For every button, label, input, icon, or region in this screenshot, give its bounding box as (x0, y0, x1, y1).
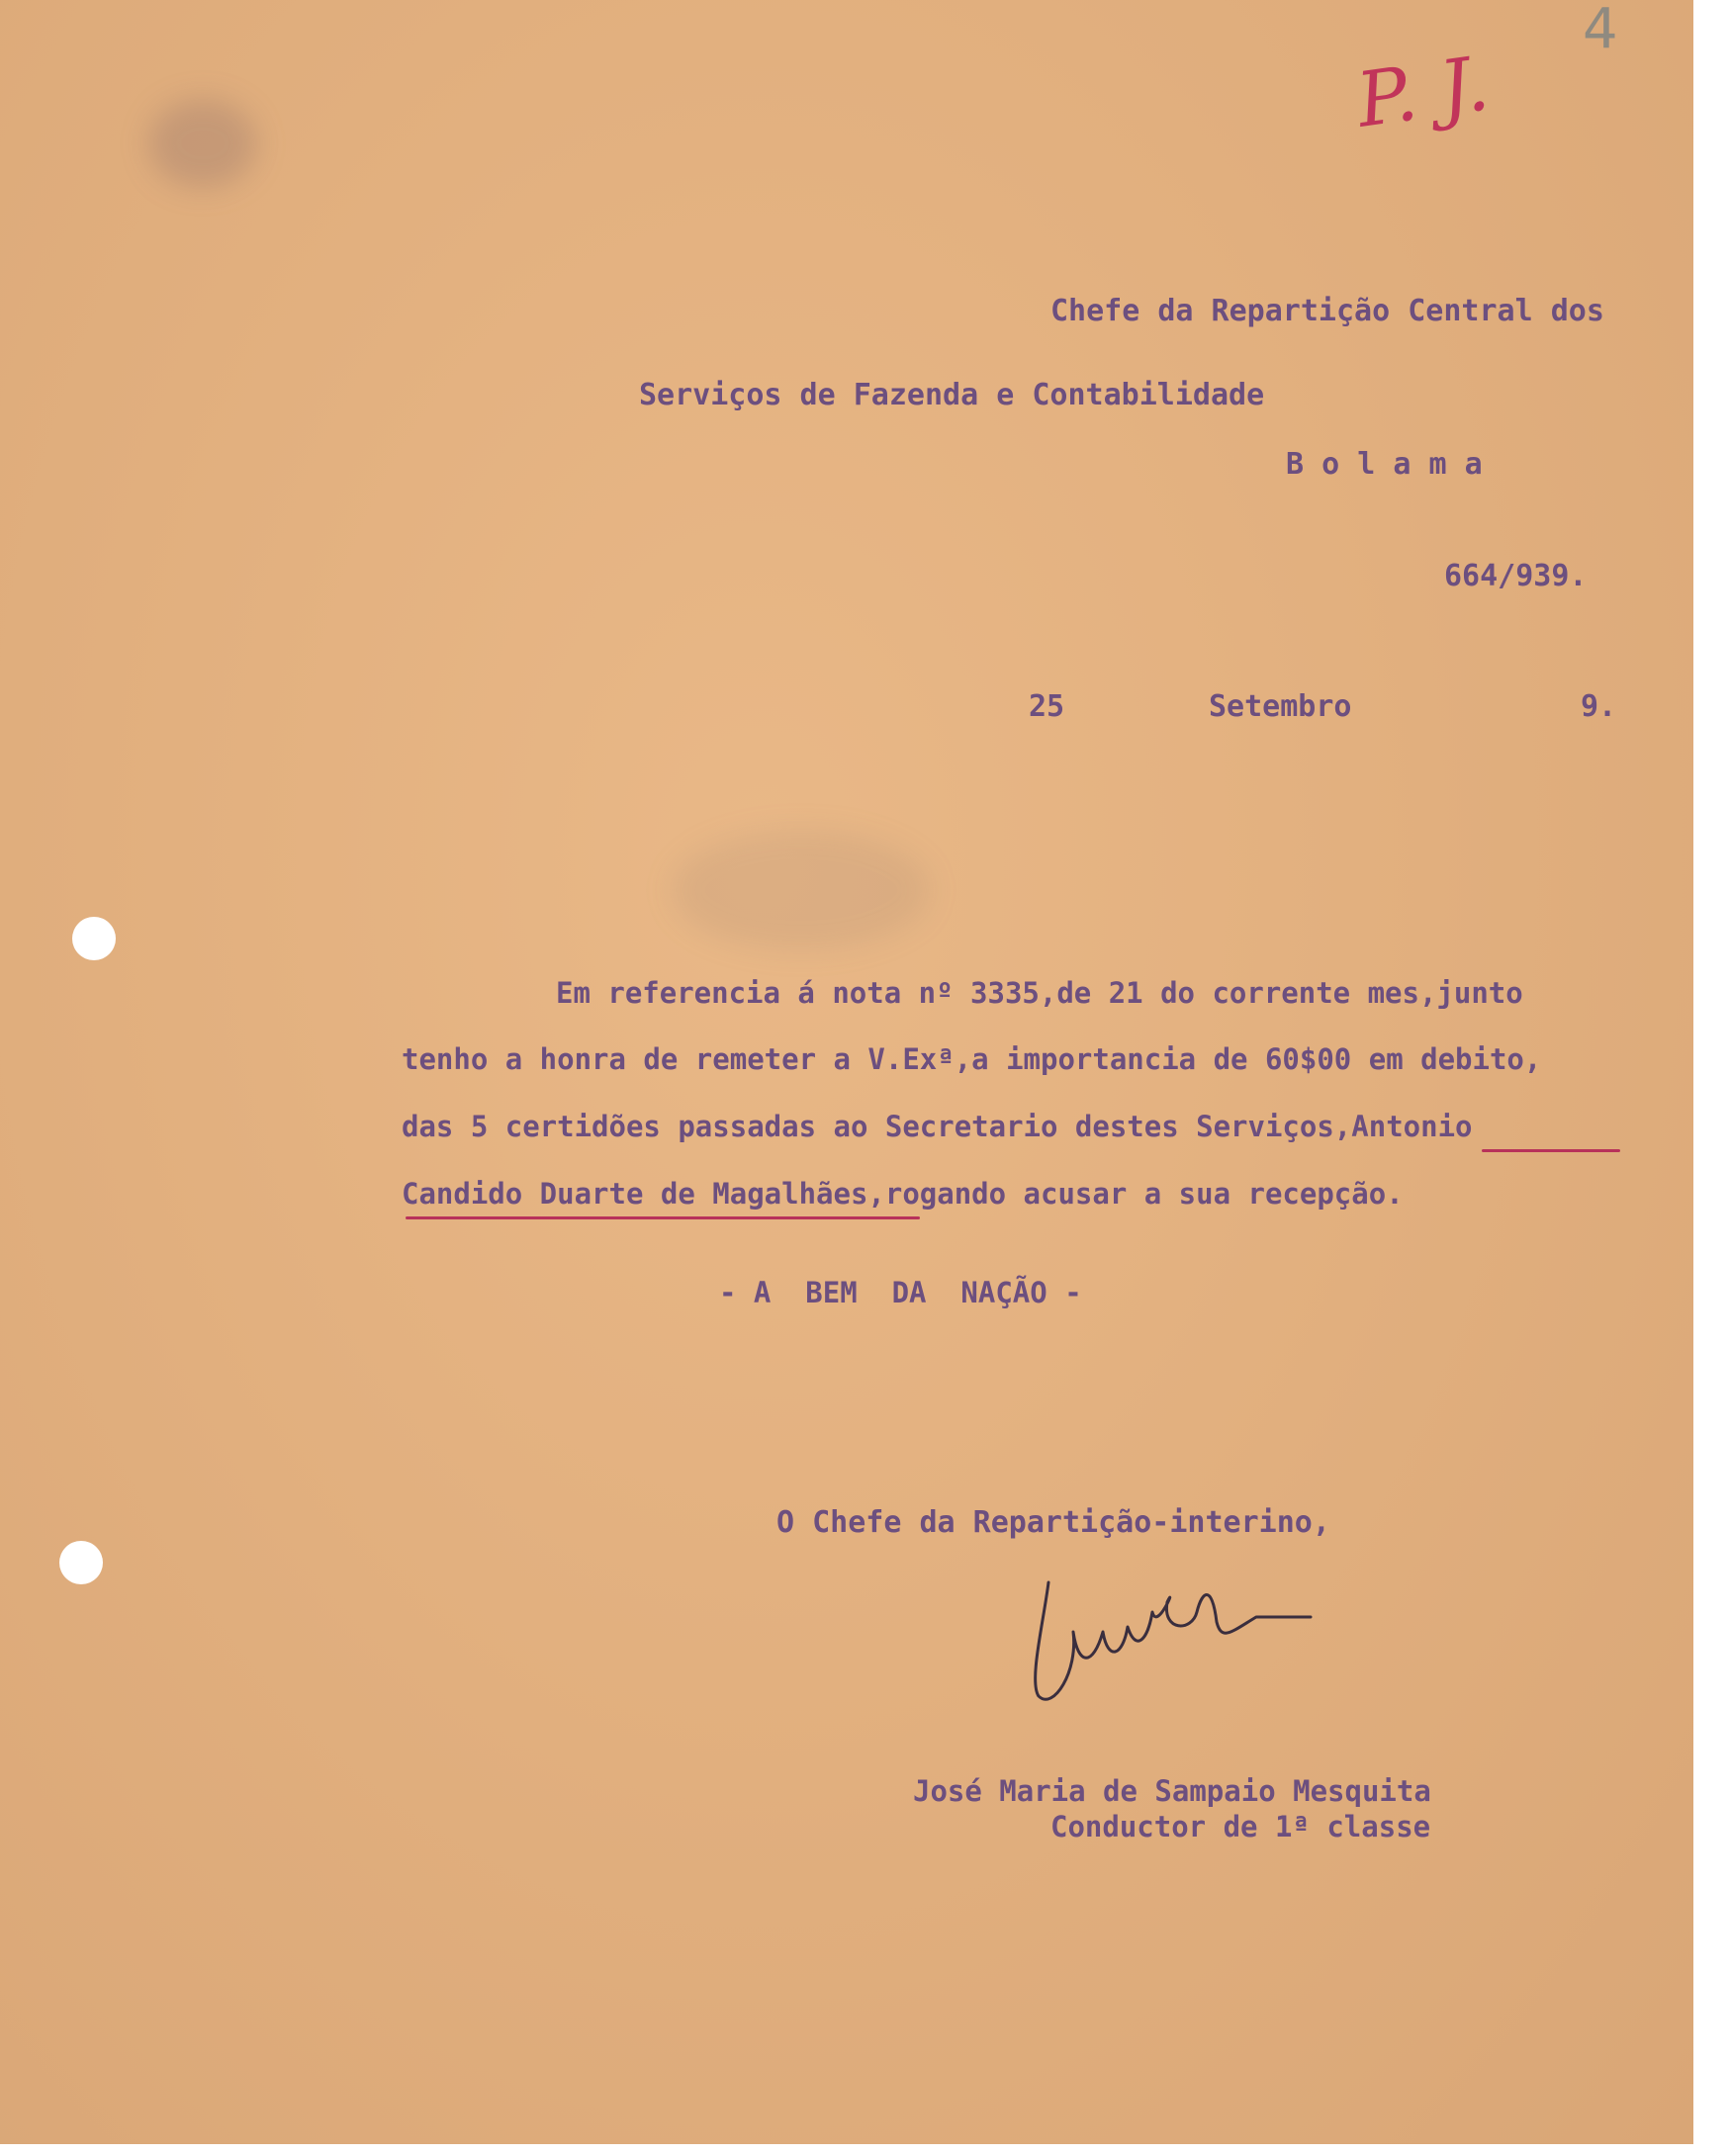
punch-hole-top (72, 917, 116, 960)
signatory-title: Conductor de 1ª classe (1050, 1810, 1431, 1843)
body-line-3: das 5 certidões passadas ao Secretario destes Serviços,Antonio (402, 1110, 1473, 1143)
ink-smudge (673, 831, 930, 949)
recipient-line-1: Chefe da Repartição Central dos (1050, 294, 1604, 328)
name-underline-1 (1482, 1149, 1620, 1152)
reference-number: 664/939. (1444, 559, 1588, 593)
date-year: 9. (1581, 689, 1617, 724)
salutation: - A BEM DA NAÇÃO - (719, 1276, 1082, 1309)
pencil-annotation: 4 (1583, 0, 1618, 61)
ink-smudge (148, 99, 257, 188)
recipient-place: B o l a m a (1286, 447, 1483, 482)
recipient-line-2: Serviços de Fazenda e Contabilidade (639, 378, 1265, 412)
name-underline-2 (406, 1216, 920, 1219)
punch-hole-bottom (59, 1541, 103, 1584)
body-line-2: tenho a honra de remeter a V.Exª,a importancia de 60$00 em debito, (402, 1042, 1542, 1076)
date-month: Setembro (1209, 689, 1352, 724)
handwritten-signature (1019, 1572, 1316, 1711)
body-line-4: Candido Duarte de Magalhães,rogando acusar a sua recepção. (402, 1177, 1404, 1211)
body-line-1: Em referencia á nota nº 3335,de 21 do corrente mes,junto (556, 976, 1523, 1010)
red-pencil-annotation: P. J. (1351, 39, 1495, 144)
closing-role: O Chefe da Repartição-interino, (776, 1505, 1330, 1540)
signatory-name: José Maria de Sampaio Mesquita (913, 1774, 1431, 1808)
date-day: 25 (1029, 689, 1065, 724)
